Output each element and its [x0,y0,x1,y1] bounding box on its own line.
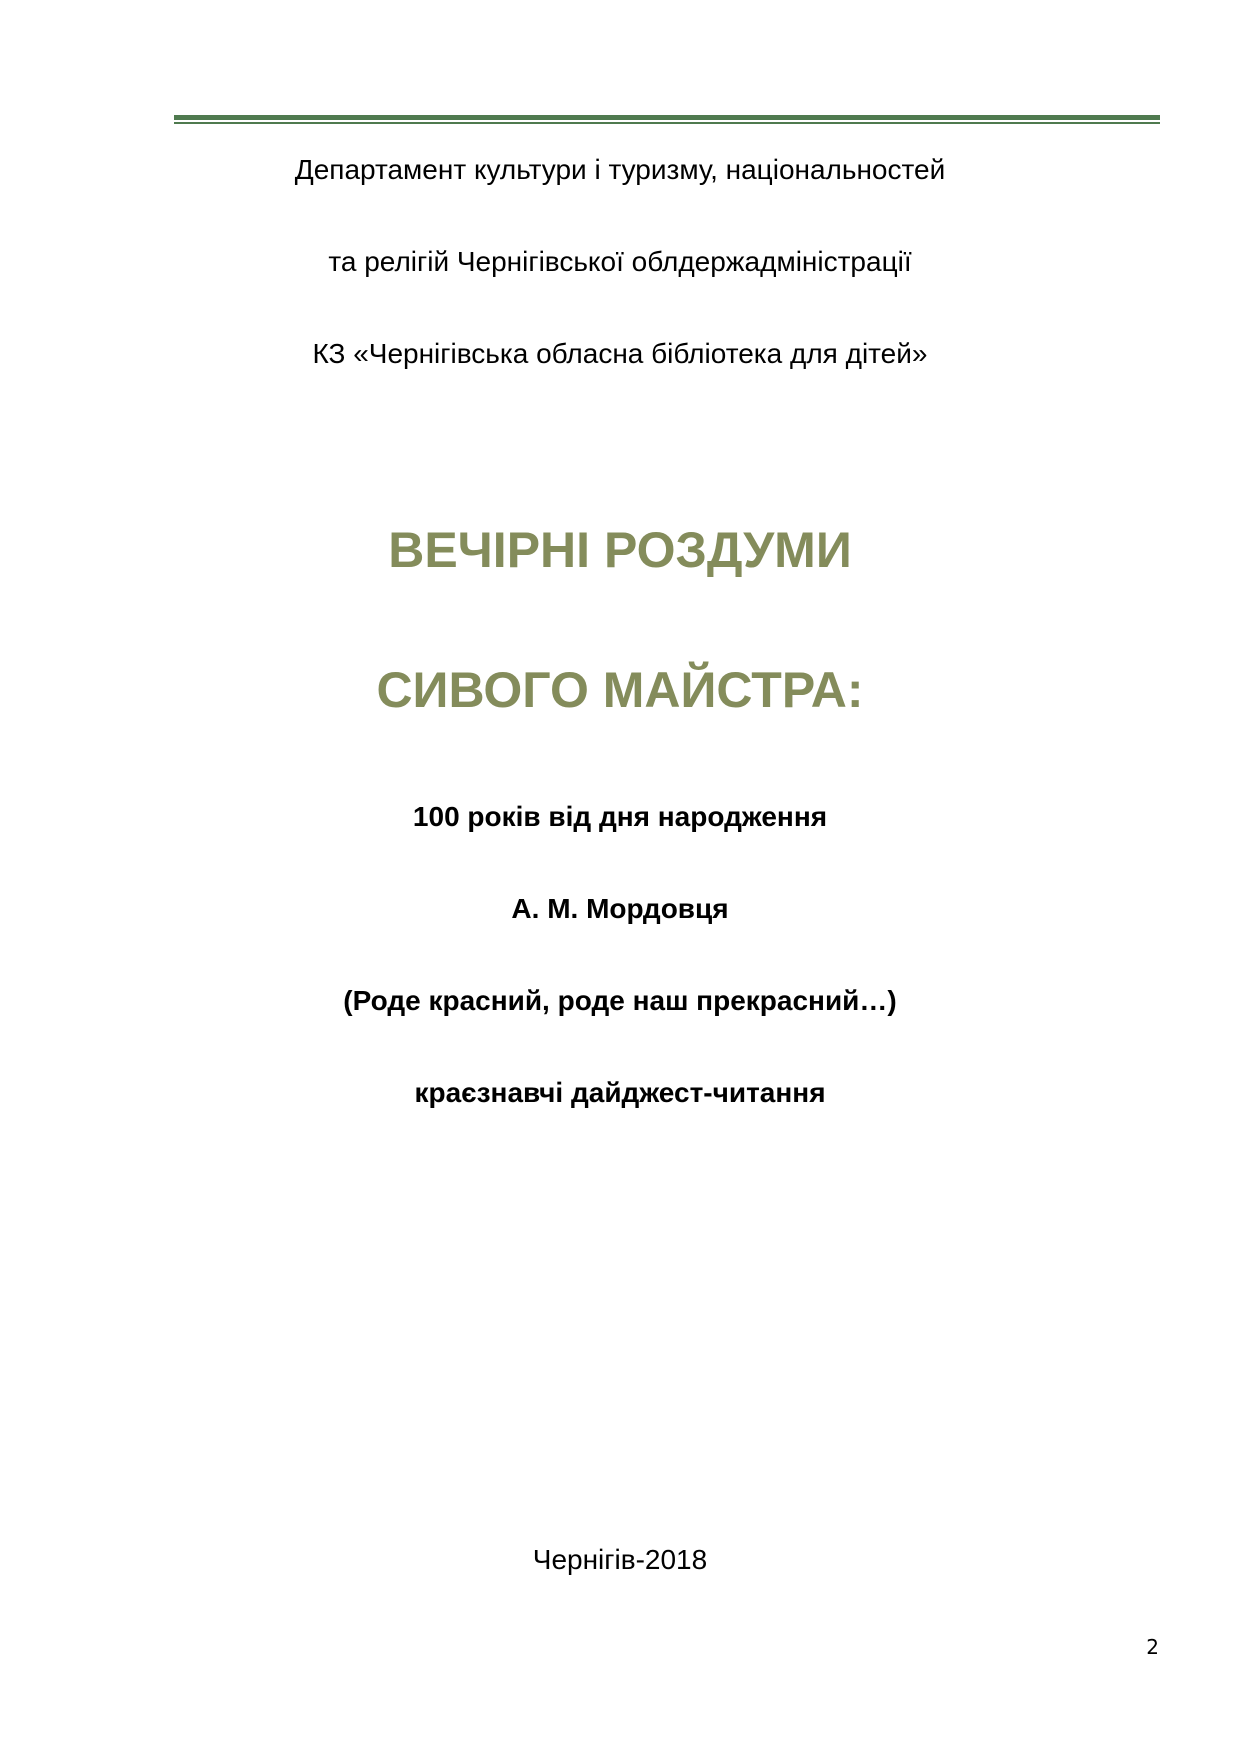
subtitle-anniversary: 100 років від дня народження [412,801,828,832]
org-line-2: та релігій Чернігівської облдержадміністрації [328,246,912,277]
org-line-1: Департамент культури і туризму, національностей [294,154,946,185]
title-line-2: СИВОГО МАЙСТРА: [376,662,864,718]
title-line-1: ВЕЧІРНІ РОЗДУМИ [388,522,852,578]
subtitle-motto: (Роде красний, роде наш прекрасний…) [343,985,897,1016]
place-year: Чернігів-2018 [532,1544,708,1575]
header-rule-thick [174,115,1160,120]
subtitle-genre: краєзнавчі дайджест-читання [414,1077,826,1108]
page-number: 2 [1146,1635,1159,1659]
subtitle-author: А. М. Мордовця [511,893,729,924]
header-rule-thin [174,122,1160,124]
header-double-rule [174,115,1160,125]
org-line-3: КЗ «Чернігівська обласна бібліотека для дітей» [312,338,928,369]
